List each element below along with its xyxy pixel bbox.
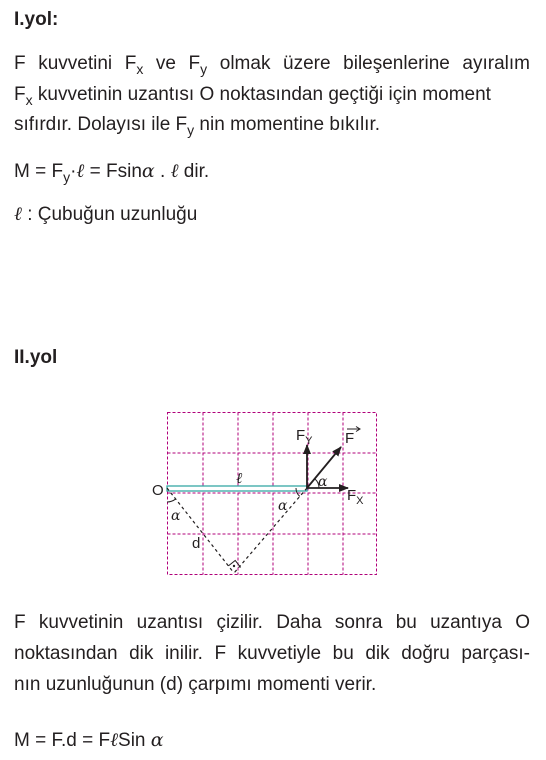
label-alpha-left: α [171, 508, 181, 524]
force-extension-line [234, 488, 307, 573]
paragraph2-line3: nın uzunluğunun (d) çarpımı momenti verir. [14, 674, 377, 695]
section1-heading: I.yol: [14, 9, 59, 30]
label-O: O [152, 482, 164, 499]
perpendicular-d [167, 488, 234, 573]
label-alpha-right: α [318, 474, 328, 490]
moment-formula-1: $M = F_y\cdot\ell = Fsin\alpha$ . ℓ dir. [14, 160, 210, 185]
moment-formula-2: M = F.d = FℓSin α [14, 729, 164, 751]
label-ell: ℓ [236, 469, 243, 487]
paragraph2-line1: F kuvvetinin uzantısı çizilir. Daha sonra bu uzantıya O [14, 612, 530, 633]
label-FY: $F_Y$ [296, 427, 313, 447]
paragraph1-line2: $F_x$ kuvvetinin uzantısı O noktasından geçtiği için moment [14, 84, 491, 108]
length-definition: ℓ : Çubuğun uzunluğu [14, 203, 198, 225]
label-alpha-mid: α [278, 498, 288, 514]
angle-arc-left [167, 499, 175, 502]
moment-diagram [140, 400, 400, 590]
paragraph2-line2: noktasından dik inilir. F kuvvetiyle bu dik doğru parçası- [14, 643, 530, 664]
section2-heading: II.yol [14, 347, 58, 368]
paragraph1-line1: F kuvvetini $F_x$ ve $F_y$ olmak üzere bileşenlerine ayıralım [14, 53, 530, 77]
label-F: F [345, 430, 355, 447]
label-d: d [192, 535, 201, 552]
label-FX: $F_X$ [347, 487, 364, 507]
paragraph1-line3: sıfırdır. Dolayısı ile $F_y$ nin momentine bıkılır. [14, 114, 381, 138]
